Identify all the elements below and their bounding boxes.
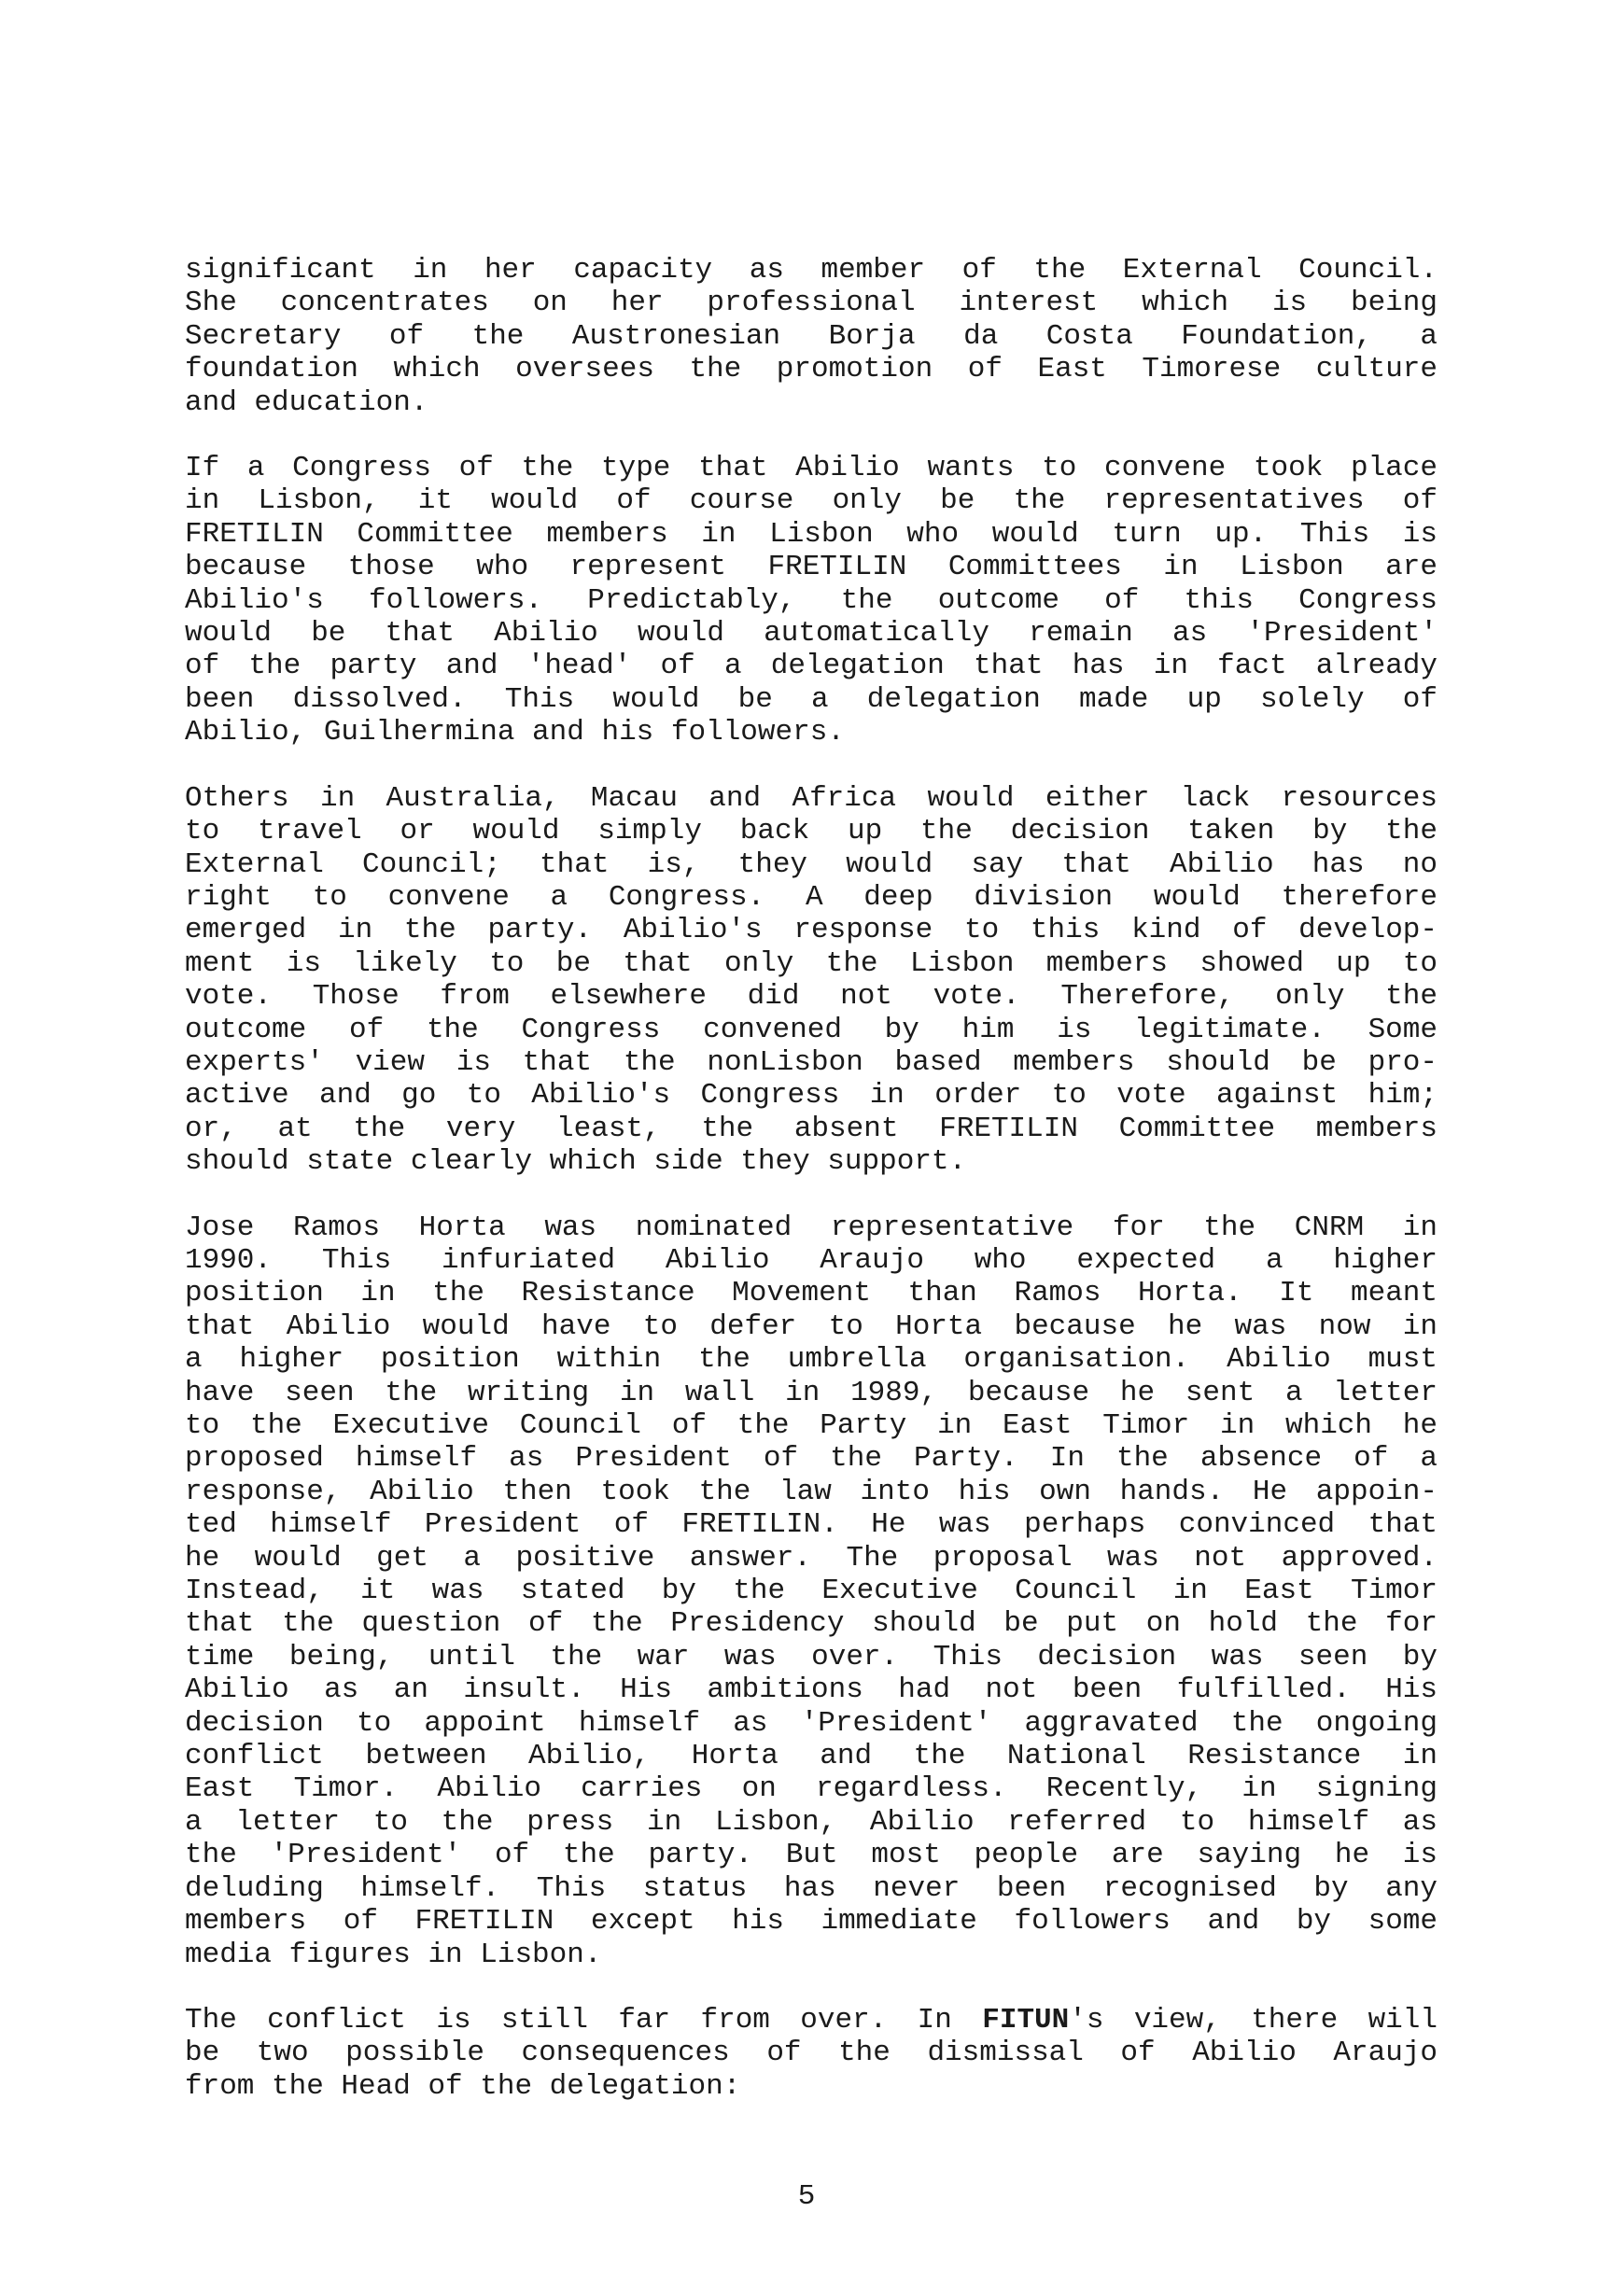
text-line: active and go to Abilio's Congress in order to vote against him;: [185, 1079, 1438, 1113]
text-line: and education.: [185, 385, 428, 419]
text-line: decision to appoint himself as 'President' aggravated the ongoing: [185, 1706, 1438, 1740]
text-line: FRETILIN Committee members in Lisbon who would turn up. This is: [185, 517, 1438, 551]
text-line: be two possible consequences of the dismissal of Abilio Araujo: [185, 2037, 1438, 2070]
text-line: Instead, it was stated by the Executive Council in East Timor: [185, 1575, 1438, 1608]
text-line: Others in Australia, Macau and Africa would either lack resources: [185, 781, 1438, 815]
text-line: should state clearly which side they support.: [185, 1145, 967, 1179]
text-line: emerged in the party. Abilio's response to this kind of develop-: [185, 914, 1438, 947]
text-line: to the Executive Council of the Party in East Timor in which he: [185, 1409, 1438, 1442]
text-line: time being, until the war was over. This decision was seen by: [185, 1640, 1438, 1673]
text-line: a letter to the press in Lisbon, Abilio referred to himself as: [185, 1805, 1438, 1839]
text-line: position in the Resistance Movement than Ramos Horta. It meant: [185, 1277, 1438, 1310]
text-line: a higher position within the umbrella organisation. Abilio must: [185, 1343, 1438, 1377]
final-paragraph: [185, 2004, 1438, 2103]
paragraph: [185, 452, 1438, 749]
text-line: ment is likely to be that only the Lisbon members showed up to: [185, 946, 1438, 980]
text-line: If a Congress of the type that Abilio wants to convene took place: [185, 452, 1438, 485]
text-line: conflict between Abilio, Horta and the National Resistance in: [185, 1740, 1438, 1773]
text-fragment: 's view, there will: [1069, 2003, 1438, 2037]
text-line: in Lisbon, it would of course only be the representatives of: [185, 484, 1438, 518]
text-line: Jose Ramos Horta was nominated representative for the CNRM in: [185, 1211, 1438, 1244]
text-line: proposed himself as President of the Party. In the absence of a: [185, 1442, 1438, 1476]
text-line: [185, 2004, 1438, 2037]
text-line: the 'President' of the party. But most people are saying he is: [185, 1839, 1438, 1872]
text-line: that the question of the Presidency should be put on hold the for: [185, 1607, 1438, 1641]
text-line: vote. Those from elsewhere did not vote. Therefore, only the: [185, 980, 1438, 1014]
paragraph: [185, 782, 1438, 1179]
text-line: ted himself President of FRETILIN. He was perhaps convinced that: [185, 1508, 1438, 1542]
text-line: experts' view is that the nonLisbon based members should be pro-: [185, 1045, 1438, 1079]
text-line: outcome of the Congress convened by him is legitimate. Some: [185, 1013, 1438, 1046]
text-line: have seen the writing in wall in 1989, because he sent a letter: [185, 1376, 1438, 1409]
text-line: Abilio's followers. Predictably, the outcome of this Congress: [185, 583, 1438, 617]
text-line: Abilio, Guilhermina and his followers.: [185, 716, 845, 749]
text-line: members of FRETILIN except his immediate followers and by some: [185, 1905, 1438, 1939]
text-line: She concentrates on her professional interest which is being: [185, 287, 1438, 320]
paragraph: [185, 1211, 1438, 1971]
text-line: or, at the very least, the absent FRETILIN Committee members: [185, 1112, 1438, 1145]
text-line: that Abilio would have to defer to Horta because he was now in: [185, 1309, 1438, 1343]
text-line: External Council; that is, they would say that Abilio has no: [185, 847, 1438, 881]
document-page: [185, 254, 1438, 2135]
text-line: deluding himself. This status has never been recognised by any: [185, 1871, 1438, 1905]
text-line: foundation which oversees the promotion of East Timorese culture: [185, 353, 1438, 386]
text-fragment: The conflict is still far from over. In: [185, 2003, 983, 2037]
text-line: response, Abilio then took the law into his own hands. He appoin-: [185, 1475, 1438, 1508]
text-line: to travel or would simply back up the decision taken by the: [185, 815, 1438, 848]
text-line: East Timor. Abilio carries on regardless. Recently, in signing: [185, 1772, 1438, 1806]
text-line: of the party and 'head' of a delegation that has in fact already: [185, 650, 1438, 683]
paragraph: [185, 254, 1438, 419]
text-line: he would get a positive answer. The proposal was not approved.: [185, 1541, 1438, 1575]
text-line: because those who represent FRETILIN Committees in Lisbon are: [185, 551, 1438, 584]
text-line: would be that Abilio would automatically remain as 'President': [185, 617, 1438, 651]
text-line: media figures in Lisbon.: [185, 1938, 602, 1971]
fitun-name: FITUN: [982, 2003, 1070, 2037]
text-line: from the Head of the delegation:: [185, 2069, 741, 2103]
text-line: 1990. This infuriated Abilio Araujo who expected a higher: [185, 1243, 1438, 1277]
text-line: right to convene a Congress. A deep division would therefore: [185, 880, 1438, 914]
text-line: Secretary of the Austronesian Borja da Costa Foundation, a: [185, 319, 1438, 353]
text-line: Abilio as an insult. His ambitions had not been fulfilled. His: [185, 1673, 1438, 1707]
page-number: 5: [797, 2180, 816, 2213]
text-line: been dissolved. This would be a delegation made up solely of: [185, 682, 1438, 716]
text-line: significant in her capacity as member of the External Council.: [185, 254, 1438, 287]
